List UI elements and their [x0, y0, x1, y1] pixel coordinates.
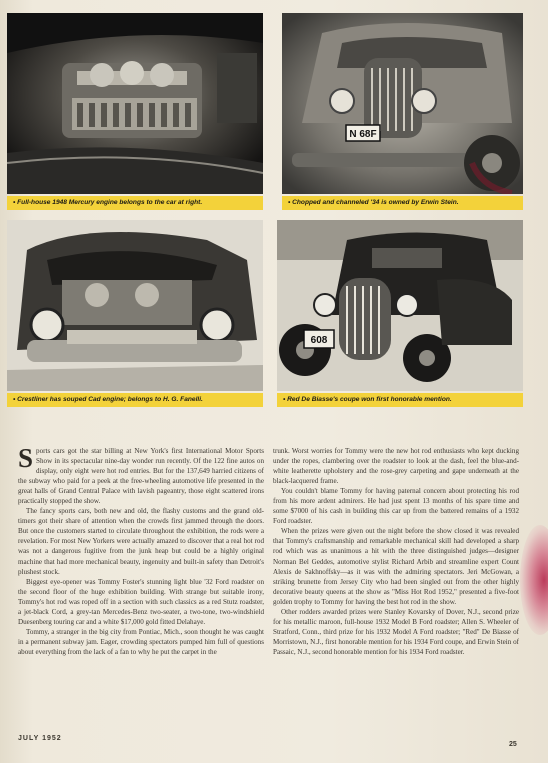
article-paragraph: Tommy, a stranger in the big city from Pontiac, Mich., soon thought he was caught in a permanent subway jam. Eager, crowding spectators pumped him full of questions about everything from the lack of a fan to why he put the carpet in the	[18, 627, 264, 656]
article-column-2	[273, 446, 519, 657]
plate-text-bottom: 608	[310, 335, 328, 346]
photo-mercury-engine	[7, 13, 263, 194]
coupe-image	[277, 220, 523, 391]
article-paragraph: Biggest eye-opener was Tommy Foster's stunning light blue '32 Ford roadster on the second floor of the huge exhibition building. With strange but suitable irony, Tommy's hot rod was roped off in a section with such classics as a red Stutz roadster, a jet-black Cord, a grey-tan Mercedes-Benz two-seater, a two-tone, two-windshield Duesenberg touring car and a white $17,000 gold fitted Delahaye.	[18, 577, 264, 626]
photo-chopped-34	[282, 13, 523, 194]
chopped-34-image	[282, 13, 523, 194]
red-stain	[520, 525, 548, 635]
engine-image	[7, 13, 263, 194]
drop-cap: S	[18, 443, 34, 473]
article-column-1	[18, 443, 264, 657]
photo-crestliner	[7, 220, 263, 391]
caption-2: • Chopped and channeled '34 is owned by Erwin Stein.	[282, 196, 523, 210]
crestliner-image	[7, 220, 263, 391]
page-number: 25	[509, 741, 517, 748]
issue-date: JULY 1952	[18, 735, 62, 742]
plate-text-top: N 68F	[349, 129, 377, 140]
paragraph-text: ports cars got the star billing at New York's first International Motor Sports Show in its spectacular nine-day wonder run recently. Of the 122 fine autos on display, only eight were hot rod entries. But for the 137,649 harried citizens of the subway who paid for a peek at the free-wheeling automotive life presented in the great halls of Grand Central Palace with lavish pageantry, those eight scattered irons practically stopped the show.	[18, 447, 264, 506]
article-paragraph: The fancy sports cars, both new and old, the flashy customs and the grand old-timers got their share of attention when the crowds first jammed through the doors. But once the customers started to circulate throughout the exhibition, the rods were a revelation. For most New Yorkers were actually amazed to discover that a real hot rod was not a dangerous fugitive from the junk heap but could be a highly original machine that had more mechanical beauty, ingenuity and built-in safety than Detroit's plushest stock.	[18, 507, 264, 576]
article-paragraph: When the prizes were given out the night before the show closed it was revealed that Tommy's craftsmanship and remarkable mechanical skill had developed a sharp rod which was as unanimous a hit with the three distinguished judges—designer Norman Bel Geddes, automotive stylist Richard Arbib and streamline expert Count Alexis de Sakhnoffsky—as it was with the admiring spectators. Jeri McGowan, a striking brunette from Jersey City who had been singled out from the other highly decorative beauty queens at the show as "Miss Hot Rod 1952," presented a five-foot golden trophy to Tommy for having the best hot rod in the show.	[273, 527, 519, 606]
article-paragraph: trunk. Worst worries for Tommy were the new hot rod enthusiasts who kept ducking under the ropes, clambering over the roadster to look at the dash, feel the blue-and-white leatherette upholstery and the rose-grey carpeting and gape underneath at the black-lacquered frame.	[273, 447, 519, 486]
caption-4: • Red De Biasse's coupe won first honorable mention.	[277, 393, 523, 407]
article-paragraph: Other rodders awarded prizes were Stanley Kovarsky of Dover, N.J., second prize for his metallic maroon, full-house 1932 Model B Ford roadster; Allen S. Wheeler of Stratford, Conn., third prize for his 1932 Model A Ford roadster; "Red" De Biasse of Morristown, N.J., first honorable mention for his 1934 Ford coupe, and Erwin Stein of Passaic, N.J., second honorable mention for his 1934 Ford roadster.	[273, 607, 519, 656]
photo-coupe	[277, 220, 523, 391]
article-paragraph: You couldn't blame Tommy for having paternal concern about protecting his rod from his more ardent admirers. He had just spent 13 months of his spare time and some $7000 of his cash in building this car up from the battered remains of a 1932 Ford roadster.	[273, 487, 519, 526]
caption-1: • Full-house 1948 Mercury engine belongs to the car at right.	[7, 196, 263, 210]
caption-3: • Crestliner has souped Cad engine; belongs to H. G. Fanelli.	[7, 393, 263, 407]
article-paragraph	[18, 443, 264, 506]
